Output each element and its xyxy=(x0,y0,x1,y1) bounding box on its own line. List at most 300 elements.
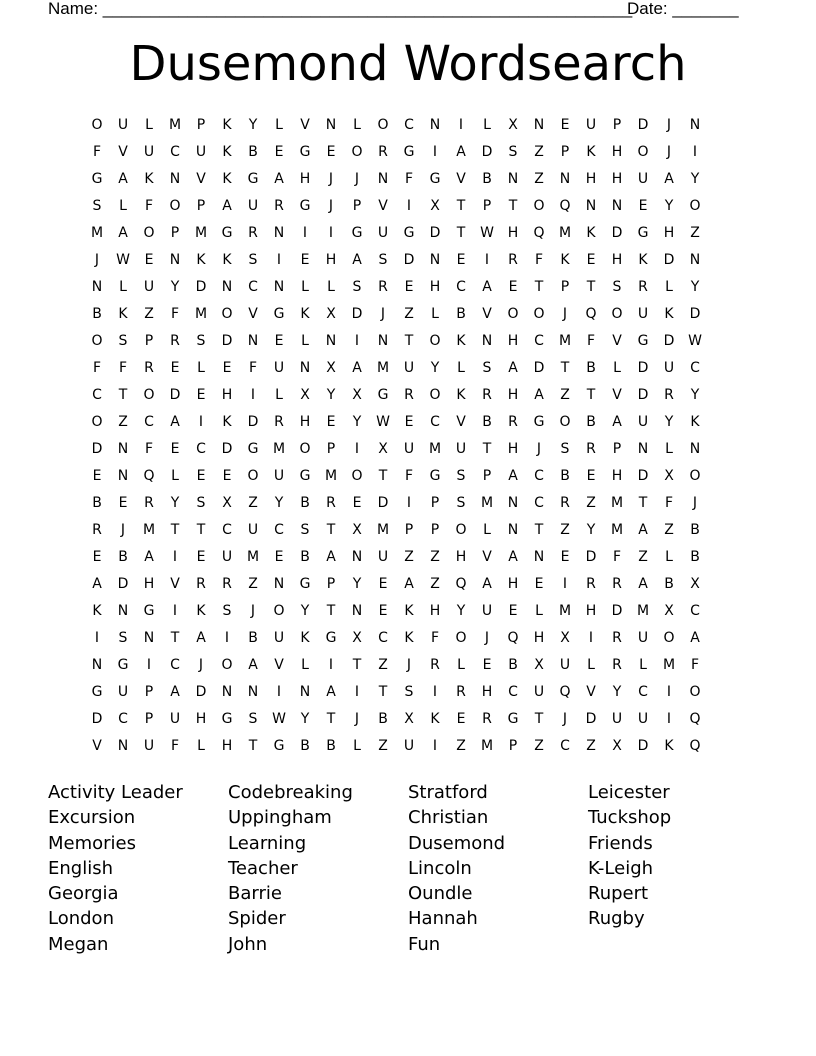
grid-row xyxy=(84,679,734,706)
grid-letter: K xyxy=(404,630,414,646)
grid-letter: J xyxy=(536,441,542,457)
grid-letter: X xyxy=(612,738,622,754)
grid-letter: N xyxy=(247,333,259,349)
grid-letter: M xyxy=(480,495,494,511)
grid-letter: F xyxy=(170,738,180,754)
grid-letter: M xyxy=(142,522,156,538)
grid-letter: S xyxy=(248,711,258,727)
grid-letter: U xyxy=(455,441,467,457)
grid-letter: N xyxy=(533,117,545,133)
grid-letter: G xyxy=(247,171,259,187)
grid-letter: I xyxy=(692,144,698,160)
grid-letter: F xyxy=(534,252,544,268)
grid-letter: D xyxy=(91,711,103,727)
grid-letter: B xyxy=(300,495,310,511)
grid-row xyxy=(84,490,734,517)
grid-letter: A xyxy=(352,360,362,376)
grid-letter: M xyxy=(610,495,624,511)
grid-letter: V xyxy=(456,414,466,430)
grid-letter: U xyxy=(221,549,233,565)
grid-letter: X xyxy=(664,603,674,619)
grid-letter: A xyxy=(170,684,180,700)
grid-letter: F xyxy=(248,360,258,376)
grid-letter: B xyxy=(300,549,310,565)
word-item: Barrie xyxy=(228,883,282,905)
grid-letter: N xyxy=(611,198,623,214)
grid-letter: H xyxy=(299,171,311,187)
grid-letter: T xyxy=(326,522,336,538)
grid-letter: I xyxy=(172,603,178,619)
grid-letter: U xyxy=(247,522,259,538)
grid-letter: L xyxy=(119,198,127,214)
grid-letter: E xyxy=(456,711,466,727)
grid-letter: Y xyxy=(170,279,180,295)
grid-letter: K xyxy=(222,252,232,268)
grid-letter: N xyxy=(117,468,129,484)
grid-letter: X xyxy=(560,630,570,646)
grid-letter: I xyxy=(276,684,282,700)
grid-letter: Y xyxy=(326,387,336,403)
grid-letter: R xyxy=(170,333,180,349)
grid-letter: U xyxy=(663,360,675,376)
grid-letter: N xyxy=(299,684,311,700)
grid-letter: F xyxy=(92,144,102,160)
grid-row xyxy=(84,328,734,355)
grid-letter: L xyxy=(483,522,491,538)
word-column xyxy=(48,780,228,957)
word-item: Lincoln xyxy=(408,857,472,879)
grid-letter: L xyxy=(457,360,465,376)
grid-letter: E xyxy=(560,117,570,133)
grid-row xyxy=(84,625,734,652)
grid-letter: Y xyxy=(690,171,700,187)
grid-letter: Y xyxy=(170,495,180,511)
grid-letter: Y xyxy=(586,522,596,538)
grid-letter: H xyxy=(611,252,623,268)
grid-letter: N xyxy=(221,684,233,700)
grid-letter: D xyxy=(351,306,363,322)
grid-letter: E xyxy=(638,198,648,214)
grid-letter: E xyxy=(274,549,284,565)
grid-letter: E xyxy=(326,414,336,430)
grid-letter: I xyxy=(458,117,464,133)
grid-letter: R xyxy=(222,576,232,592)
grid-letter: J xyxy=(250,603,256,619)
grid-letter: I xyxy=(172,549,178,565)
grid-letter: J xyxy=(692,495,698,511)
grid-letter: S xyxy=(378,252,388,268)
grid-letter: I xyxy=(666,684,672,700)
grid-letter: V xyxy=(274,657,284,673)
grid-letter: X xyxy=(690,576,700,592)
word-column xyxy=(588,780,768,957)
grid-letter: Z xyxy=(430,576,440,592)
grid-letter: S xyxy=(118,333,128,349)
grid-letter: O xyxy=(455,522,467,538)
grid-letter: L xyxy=(665,549,673,565)
grid-letter: A xyxy=(534,387,544,403)
grid-letter: N xyxy=(325,333,337,349)
grid-letter: G xyxy=(637,225,649,241)
grid-letter: K xyxy=(144,171,154,187)
grid-letter: H xyxy=(429,279,441,295)
grid-letter: G xyxy=(91,684,103,700)
grid-letter: H xyxy=(507,576,519,592)
grid-letter: N xyxy=(169,252,181,268)
grid-letter: Z xyxy=(690,225,700,241)
grid-letter: V xyxy=(482,306,492,322)
grid-letter: M xyxy=(558,603,572,619)
grid-letter: A xyxy=(118,171,128,187)
grid-letter: S xyxy=(352,279,362,295)
grid-letter: T xyxy=(456,225,466,241)
grid-letter: N xyxy=(429,117,441,133)
grid-letter: B xyxy=(690,522,700,538)
grid-letter: Z xyxy=(560,387,570,403)
grid-letter: M xyxy=(168,117,182,133)
grid-letter: N xyxy=(273,225,285,241)
grid-letter: P xyxy=(404,522,414,538)
word-item: Rupert xyxy=(588,883,649,905)
grid-letter: W xyxy=(480,225,494,241)
grid-letter: H xyxy=(507,333,519,349)
grid-letter: N xyxy=(117,441,129,457)
grid-letter: T xyxy=(586,387,596,403)
grid-letter: A xyxy=(638,522,648,538)
grid-letter: O xyxy=(273,603,285,619)
grid-letter: L xyxy=(535,603,543,619)
grid-letter: N xyxy=(429,252,441,268)
grid-letter: N xyxy=(585,198,597,214)
grid-letter: U xyxy=(377,549,389,565)
grid-letter: M xyxy=(610,522,624,538)
grid-letter: L xyxy=(353,117,361,133)
grid-letter: I xyxy=(276,252,282,268)
grid-letter: O xyxy=(221,657,233,673)
grid-row xyxy=(84,193,734,220)
grid-letter: M xyxy=(90,225,104,241)
grid-letter: V xyxy=(482,549,492,565)
grid-letter: Y xyxy=(664,198,674,214)
grid-letter: E xyxy=(534,576,544,592)
grid-letter: L xyxy=(275,387,283,403)
grid-letter: D xyxy=(117,576,129,592)
grid-letter: Z xyxy=(378,738,388,754)
grid-letter: N xyxy=(169,171,181,187)
grid-letter: I xyxy=(666,711,672,727)
grid-letter: O xyxy=(91,117,103,133)
grid-row xyxy=(84,139,734,166)
word-item: Codebreaking xyxy=(228,782,353,803)
grid-letter: O xyxy=(611,306,623,322)
grid-letter: R xyxy=(404,387,414,403)
grid-letter: Z xyxy=(248,495,258,511)
grid-letter: E xyxy=(404,279,414,295)
grid-letter: B xyxy=(664,576,674,592)
grid-letter: R xyxy=(508,414,518,430)
grid-letter: S xyxy=(222,603,232,619)
grid-letter: O xyxy=(247,468,259,484)
grid-letter: F xyxy=(170,306,180,322)
grid-letter: X xyxy=(326,306,336,322)
word-column xyxy=(228,780,408,957)
grid-row xyxy=(84,274,734,301)
word-item: Megan xyxy=(48,933,109,955)
grid-letter: I xyxy=(94,630,100,646)
grid-letter: S xyxy=(560,441,570,457)
grid-letter: O xyxy=(91,414,103,430)
grid-letter: F xyxy=(404,468,414,484)
word-item: Georgia xyxy=(48,883,119,905)
grid-letter: L xyxy=(275,117,283,133)
grid-letter: Y xyxy=(690,387,700,403)
grid-letter: I xyxy=(406,495,412,511)
word-item: Uppingham xyxy=(228,807,332,829)
grid-letter: M xyxy=(376,360,390,376)
grid-letter: T xyxy=(534,711,544,727)
grid-letter: P xyxy=(170,225,180,241)
grid-letter: C xyxy=(534,333,544,349)
grid-letter: T xyxy=(378,468,388,484)
grid-letter: D xyxy=(247,414,259,430)
grid-letter: B xyxy=(118,549,128,565)
grid-letter: F xyxy=(144,198,154,214)
grid-letter: E xyxy=(300,252,310,268)
grid-letter: D xyxy=(611,225,623,241)
grid-letter: Z xyxy=(430,549,440,565)
grid-letter: K xyxy=(456,387,466,403)
grid-letter: C xyxy=(690,603,700,619)
grid-letter: A xyxy=(274,171,284,187)
grid-letter: T xyxy=(586,279,596,295)
grid-letter: B xyxy=(560,468,570,484)
grid-letter: A xyxy=(404,576,414,592)
grid-letter: E xyxy=(196,549,206,565)
grid-letter: Z xyxy=(638,549,648,565)
grid-letter: H xyxy=(195,711,207,727)
grid-letter: U xyxy=(637,171,649,187)
grid-letter: S xyxy=(248,252,258,268)
grid-letter: C xyxy=(508,684,518,700)
grid-letter: N xyxy=(689,252,701,268)
grid-letter: A xyxy=(92,576,102,592)
grid-letter: N xyxy=(117,738,129,754)
grid-letter: P xyxy=(560,279,570,295)
grid-letter: E xyxy=(378,576,388,592)
word-item: Excursion xyxy=(48,807,136,829)
grid-letter: P xyxy=(508,738,518,754)
grid-letter: V xyxy=(586,684,596,700)
grid-letter: B xyxy=(300,738,310,754)
grid-letter: D xyxy=(91,441,103,457)
date-field-label: Date: _______ xyxy=(627,0,739,18)
grid-row xyxy=(84,733,734,760)
grid-letter: A xyxy=(118,225,128,241)
grid-letter: S xyxy=(508,144,518,160)
grid-letter: R xyxy=(378,279,388,295)
grid-letter: D xyxy=(663,333,675,349)
grid-letter: Y xyxy=(248,117,258,133)
grid-letter: Z xyxy=(456,738,466,754)
grid-letter: L xyxy=(145,117,153,133)
grid-letter: C xyxy=(170,144,180,160)
grid-letter: N xyxy=(273,576,285,592)
grid-letter: K xyxy=(92,603,102,619)
grid-letter: U xyxy=(637,414,649,430)
grid-letter: M xyxy=(194,225,208,241)
grid-letter: F xyxy=(404,171,414,187)
grid-letter: S xyxy=(612,279,622,295)
grid-letter: L xyxy=(665,279,673,295)
grid-letter: U xyxy=(247,198,259,214)
grid-letter: R xyxy=(560,495,570,511)
letter-grid xyxy=(84,112,734,760)
grid-letter: E xyxy=(222,360,232,376)
grid-letter: J xyxy=(380,306,386,322)
grid-letter: B xyxy=(482,414,492,430)
grid-letter: P xyxy=(482,468,492,484)
grid-letter: A xyxy=(170,414,180,430)
grid-letter: A xyxy=(508,360,518,376)
grid-row xyxy=(84,301,734,328)
grid-letter: I xyxy=(432,684,438,700)
grid-letter: T xyxy=(196,522,206,538)
grid-letter: H xyxy=(143,576,155,592)
grid-letter: M xyxy=(558,225,572,241)
grid-letter: P xyxy=(196,117,206,133)
grid-letter: Z xyxy=(144,306,154,322)
grid-letter: K xyxy=(300,630,310,646)
grid-letter: X xyxy=(222,495,232,511)
grid-letter: E xyxy=(508,603,518,619)
grid-letter: K xyxy=(196,603,206,619)
grid-row xyxy=(84,355,734,382)
grid-letter: B xyxy=(690,549,700,565)
grid-letter: J xyxy=(94,252,100,268)
grid-letter: X xyxy=(664,468,674,484)
grid-letter: I xyxy=(432,738,438,754)
grid-letter: T xyxy=(456,198,466,214)
word-item: Rugby xyxy=(588,908,645,930)
grid-letter: X xyxy=(534,657,544,673)
grid-letter: C xyxy=(560,738,570,754)
grid-letter: P xyxy=(612,117,622,133)
grid-letter: N xyxy=(299,360,311,376)
grid-letter: A xyxy=(352,252,362,268)
grid-letter: Z xyxy=(248,576,258,592)
grid-letter: B xyxy=(508,657,518,673)
word-column xyxy=(408,780,588,957)
grid-letter: O xyxy=(143,387,155,403)
grid-letter: O xyxy=(169,198,181,214)
grid-letter: Q xyxy=(585,306,597,322)
grid-letter: R xyxy=(508,252,518,268)
grid-letter: T xyxy=(508,198,518,214)
grid-letter: R xyxy=(638,279,648,295)
grid-letter: A xyxy=(222,198,232,214)
grid-letter: B xyxy=(248,144,258,160)
grid-letter: E xyxy=(196,468,206,484)
grid-letter: I xyxy=(328,657,334,673)
grid-letter: I xyxy=(250,387,256,403)
grid-letter: A xyxy=(144,549,154,565)
grid-letter: G xyxy=(533,414,545,430)
grid-letter: A xyxy=(638,576,648,592)
grid-letter: U xyxy=(195,144,207,160)
grid-letter: E xyxy=(170,441,180,457)
grid-letter: R xyxy=(144,360,154,376)
grid-letter: R xyxy=(612,657,622,673)
grid-letter: K xyxy=(664,306,674,322)
grid-letter: C xyxy=(274,522,284,538)
grid-letter: Z xyxy=(404,306,414,322)
grid-letter: Z xyxy=(404,549,414,565)
grid-letter: R xyxy=(586,576,596,592)
grid-letter: R xyxy=(274,198,284,214)
grid-letter: M xyxy=(272,441,286,457)
word-list xyxy=(48,780,768,957)
grid-row xyxy=(84,463,734,490)
grid-letter: I xyxy=(198,414,204,430)
grid-letter: C xyxy=(638,684,648,700)
grid-letter: J xyxy=(328,171,334,187)
grid-letter: U xyxy=(533,684,545,700)
grid-letter: A xyxy=(326,684,336,700)
grid-letter: K xyxy=(560,252,570,268)
grid-letter: S xyxy=(196,333,206,349)
grid-letter: Y xyxy=(300,603,310,619)
grid-letter: C xyxy=(92,387,102,403)
grid-letter: W xyxy=(116,252,130,268)
grid-letter: Q xyxy=(455,576,467,592)
grid-letter: X xyxy=(352,522,362,538)
grid-letter: H xyxy=(507,387,519,403)
grid-letter: D xyxy=(637,468,649,484)
grid-letter: H xyxy=(611,144,623,160)
grid-letter: L xyxy=(301,279,309,295)
grid-letter: C xyxy=(456,279,466,295)
word-item: Learning xyxy=(228,832,307,854)
grid-row xyxy=(84,598,734,625)
grid-letter: D xyxy=(637,360,649,376)
grid-letter: P xyxy=(144,684,154,700)
grid-letter: G xyxy=(637,333,649,349)
grid-letter: H xyxy=(299,414,311,430)
grid-letter: I xyxy=(354,441,360,457)
grid-letter: O xyxy=(299,441,311,457)
grid-letter: U xyxy=(637,711,649,727)
grid-letter: O xyxy=(637,144,649,160)
word-item: Leicester xyxy=(588,782,670,803)
grid-letter: J xyxy=(406,657,412,673)
grid-letter: J xyxy=(198,657,204,673)
grid-letter: J xyxy=(120,522,126,538)
grid-letter: X xyxy=(352,387,362,403)
grid-letter: F xyxy=(430,630,440,646)
grid-letter: G xyxy=(403,144,415,160)
grid-letter: R xyxy=(144,495,154,511)
grid-letter: B xyxy=(586,360,596,376)
grid-letter: D xyxy=(611,603,623,619)
grid-letter: G xyxy=(273,738,285,754)
grid-letter: P xyxy=(560,144,570,160)
grid-letter: C xyxy=(404,117,414,133)
grid-letter: K xyxy=(222,414,232,430)
grid-letter: D xyxy=(481,144,493,160)
grid-letter: Z xyxy=(118,414,128,430)
grid-letter: K xyxy=(586,144,596,160)
grid-letter: F xyxy=(690,657,700,673)
